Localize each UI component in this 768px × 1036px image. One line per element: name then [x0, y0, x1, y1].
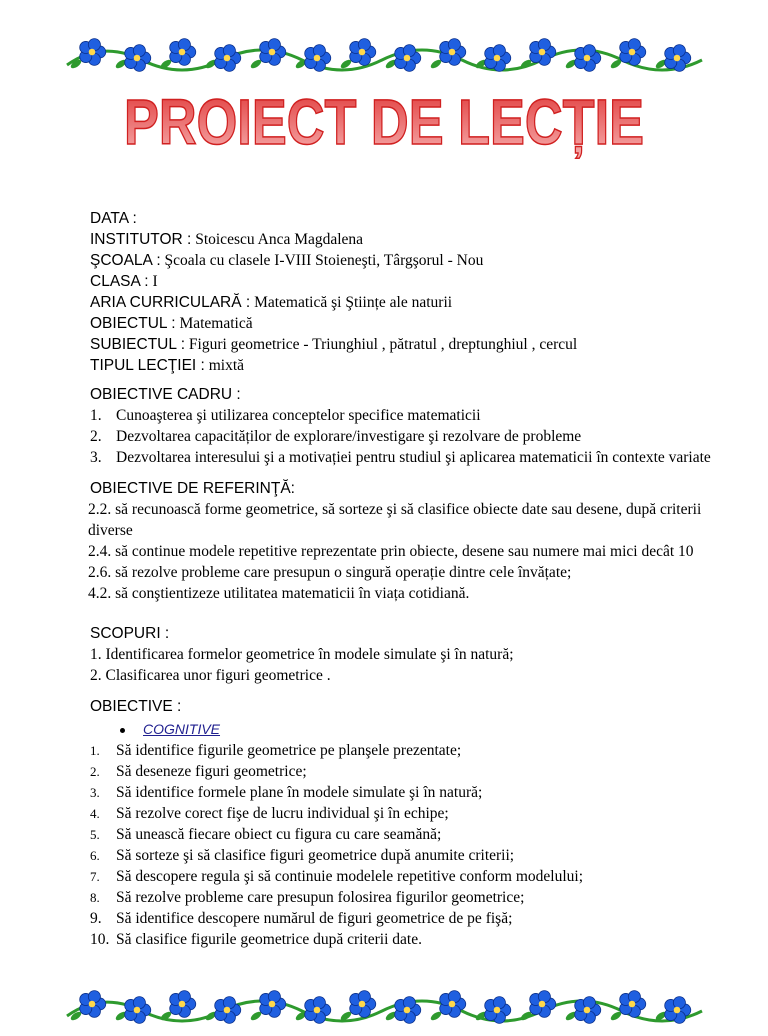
list-item: 1. Cunoaşterea şi utilizarea conceptelor specifice matematicii — [90, 407, 481, 424]
flower-icon — [350, 39, 376, 66]
flower-icon — [125, 45, 151, 72]
field-clasa: CLASA : I — [90, 273, 158, 290]
flower-icon — [485, 45, 511, 72]
field-data: DATA : — [90, 210, 137, 227]
top-flower-border — [62, 30, 706, 80]
flower-icon — [530, 991, 556, 1018]
list-item: 9. Să identifice descopere numărul de figuri geometrice de pe fişă; — [90, 910, 513, 927]
flower-icon — [620, 39, 646, 66]
flower-icon — [260, 991, 286, 1018]
title-wordart — [114, 80, 761, 160]
flower-icons — [69, 39, 690, 72]
list-scopuri — [90, 644, 730, 686]
flower-icon — [170, 991, 196, 1018]
list-item: 2. Dezvoltarea capacităților de explorare/investigare şi rezolvare de probleme — [90, 428, 582, 445]
header-fields — [90, 208, 730, 376]
list-item: 3. Dezvoltarea interesului şi a motivației pentru studiul şi aplicarea matematicii în contexte variate — [90, 449, 711, 466]
flower-icon — [80, 991, 106, 1018]
heading-scopuri: SCOPURI : — [90, 625, 170, 642]
bottom-flower-border — [62, 986, 706, 1036]
list-item: 3. Să identifice formele plane în modele simulate şi în natură; — [90, 784, 483, 801]
list-item: 2. Clasificarea unor figuri geometrice . — [90, 667, 331, 684]
flower-icon — [575, 997, 601, 1024]
field-scoala: ŞCOALA : Şcoala cu clasele I-VIII Stoieneşti, Târgşorul - Nou — [90, 252, 484, 269]
field-subiectul: SUBIECTUL : Figuri geometrice - Triunghiul , pătratul , dreptunghiul , cercul — [90, 336, 578, 353]
list-item: 7. Să descopere regula şi să continuie modelele repetitive conform modelului; — [90, 868, 583, 885]
flower-icon — [350, 991, 376, 1018]
title-text: PROIECT DE LECȚIE — [124, 86, 761, 158]
list-item: 2.2. să recunoască forme geometrice, să sorteze şi să clasifice obiecte date sau desene, după criterii diverse — [88, 501, 702, 539]
flower-icon — [260, 39, 286, 66]
flower-icon — [620, 991, 646, 1018]
list-item: 2.4. să continue modele repetitive reprezentate prin obiecte, desene sau numere mai mici decât 10 — [88, 543, 694, 560]
list-item: 5. Să unească fiecare obiect cu figura cu care seamănă; — [90, 826, 442, 843]
page-title — [0, 80, 768, 160]
heading-obiective: OBIECTIVE : — [90, 698, 182, 715]
flower-icon — [215, 997, 241, 1024]
list-item: 4.2. să conştientizeze utilitatea matematicii în viața cotidiană. — [88, 585, 470, 602]
list-item: 1. Să identifice figurile geometrice pe planşele prezentate; — [90, 742, 462, 759]
list-item: 2. Să deseneze figuri geometrice; — [90, 763, 307, 780]
list-item: 10. Să clasifice figurile geometrice după criterii date. — [90, 931, 422, 948]
subheading-cognitive: COGNITIVE — [90, 719, 730, 740]
flower-icon — [170, 39, 196, 66]
heading-obiective-cadru: OBIECTIVE CADRU : — [90, 386, 241, 403]
flower-icon — [575, 45, 601, 72]
field-aria-curriculara: ARIA CURRICULARĂ : Matematică şi Ştiințe ale naturii — [90, 294, 453, 311]
heading-obiective-referinta: OBIECTIVE DE REFERINŢĂ: — [90, 480, 295, 497]
list-obiective — [90, 740, 730, 950]
field-obiectul: OBIECTUL : Matematică — [90, 315, 253, 332]
flower-icon — [215, 45, 241, 72]
field-tipul-lectiei: TIPUL LECŢIEI : mixtă — [90, 357, 245, 374]
flower-icon — [665, 997, 691, 1024]
list-item: 1. Identificarea formelor geometrice în modele simulate şi în natură; — [90, 646, 514, 663]
field-institutor: INSTITUTOR : Stoicescu Anca Magdalena — [90, 231, 364, 248]
list-obiective-cadru — [90, 405, 730, 468]
flower-icon — [395, 45, 421, 72]
bullet-icon — [120, 728, 125, 733]
list-item: 8. Să rezolve probleme care presupun folosirea figurilor geometrice; — [90, 889, 525, 906]
flower-icons — [69, 991, 690, 1024]
list-obiective-referinta — [88, 499, 724, 604]
list-item: 4. Să rezolve corect fişe de lucru individual şi în echipe; — [90, 805, 449, 822]
flower-icon — [440, 991, 466, 1018]
list-item: 6. Să sorteze şi să clasifice figuri geometrice după anumite criterii; — [90, 847, 515, 864]
flower-icon — [125, 997, 151, 1024]
flower-icon — [530, 39, 556, 66]
lesson-content — [90, 208, 730, 950]
flower-icon — [80, 39, 106, 66]
list-item: 2.6. să rezolve probleme care presupun o singură operație dintre cele învățate; — [88, 564, 572, 581]
